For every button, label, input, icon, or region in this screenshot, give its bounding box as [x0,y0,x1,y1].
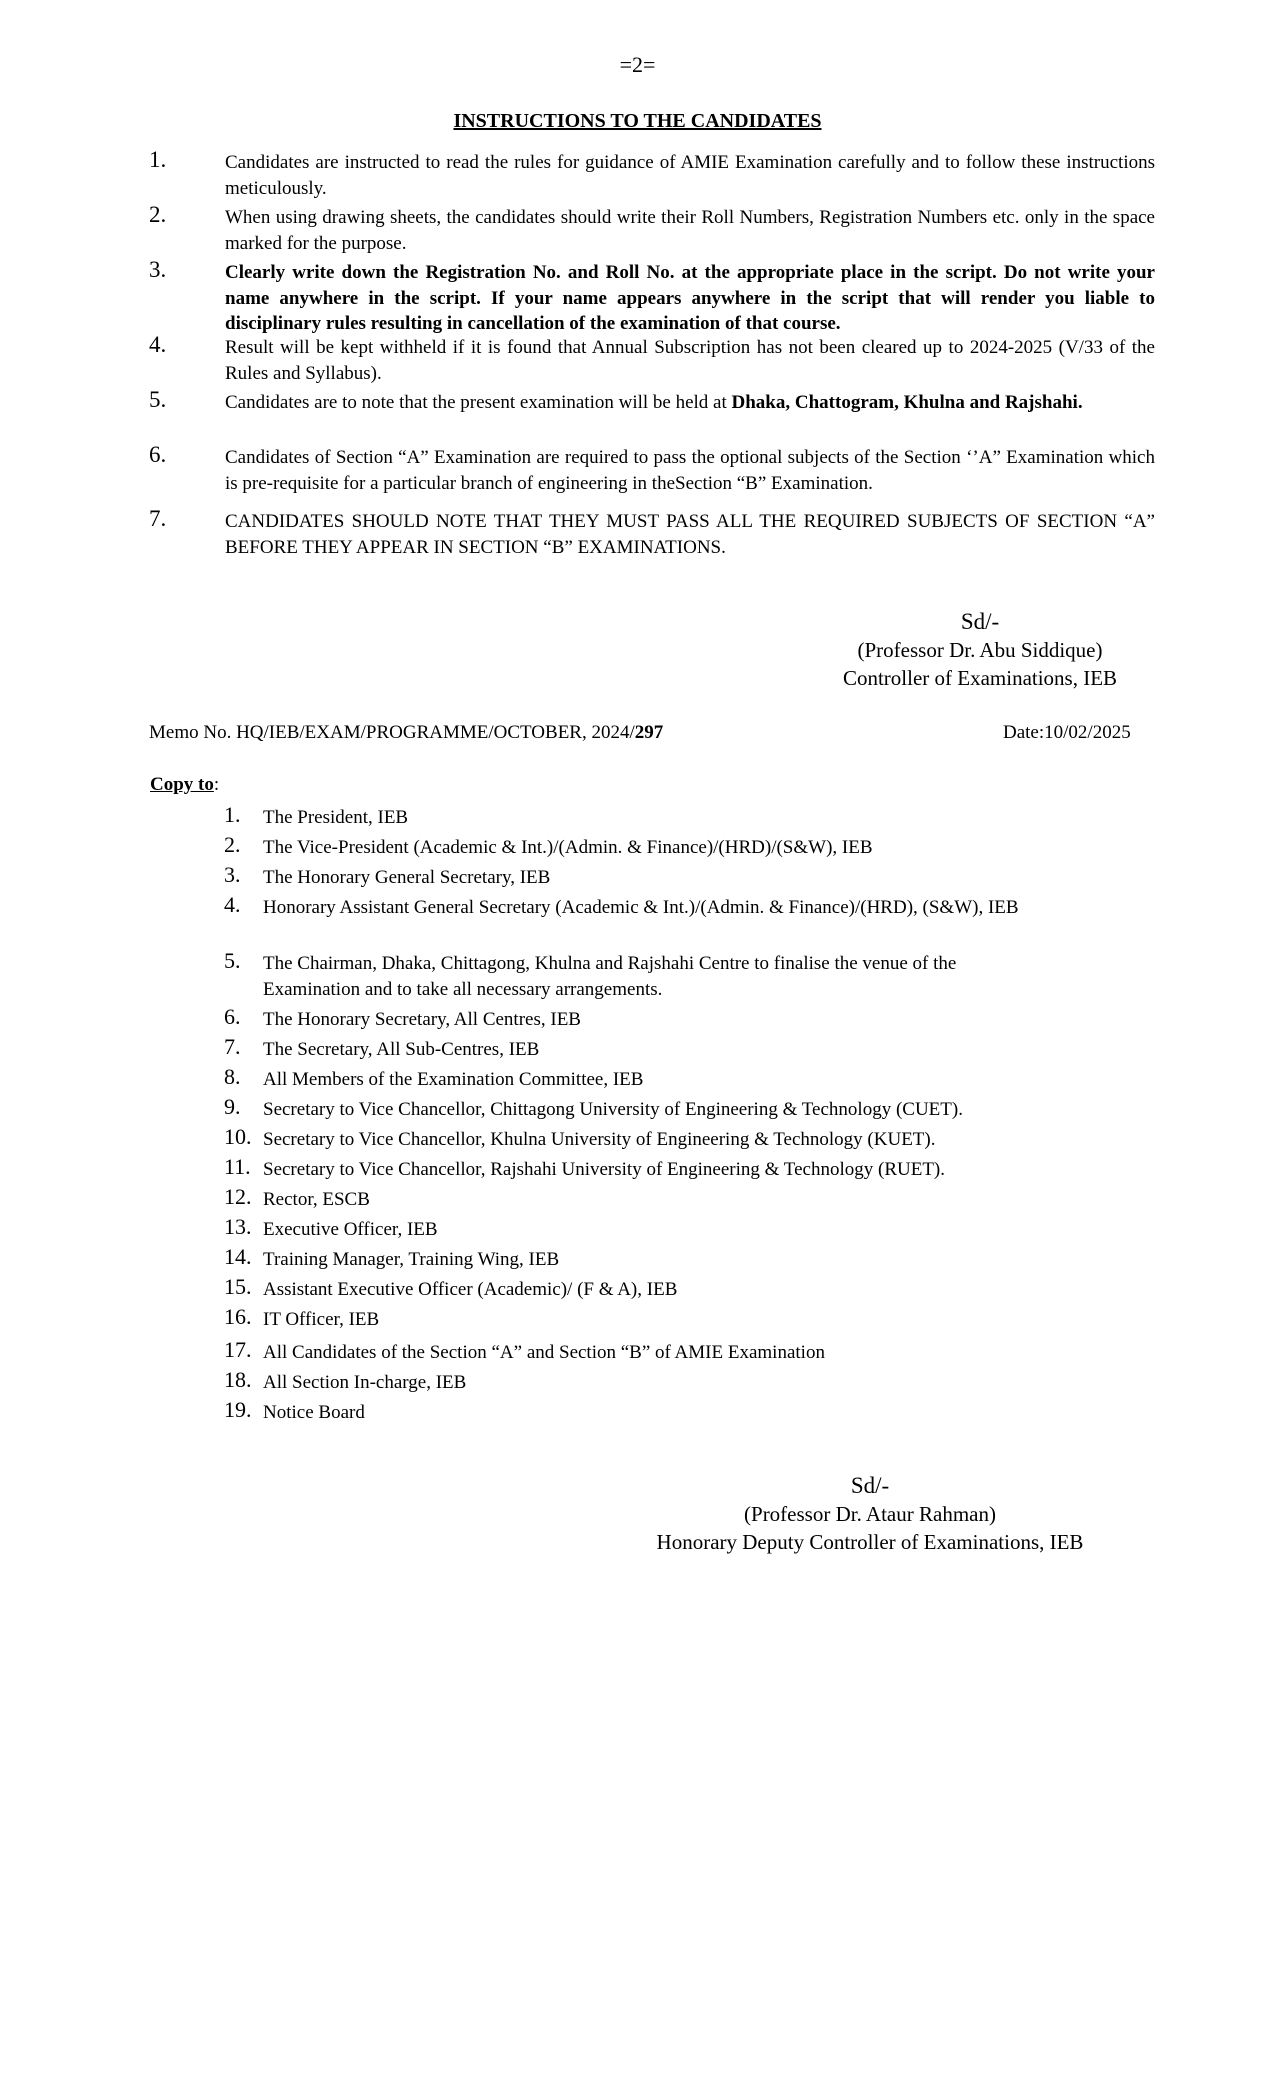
copy-list-text: Rector, ESCB [263,1189,370,1210]
page-number: =2= [619,52,656,77]
copy-list-number: 19. [224,1397,252,1422]
signature-block-deputy-controller [620,1472,1120,1556]
memo-number [149,722,663,744]
instruction-number: 5. [149,387,167,412]
copy-list-number: 15. [224,1274,252,1299]
copy-list-text: The Honorary General Secretary, IEB [263,867,551,888]
copy-list-number: 5. [224,948,241,973]
copy-list-text: Notice Board [263,1402,365,1423]
signature-sd: Sd/- [960,609,1000,634]
copy-to-colon: : [213,774,220,795]
memo-date: Date:10/02/2025 [1003,722,1131,743]
instruction-text [225,390,1155,416]
instruction-text: Candidates are instructed to read the rules for guidance of AMIE Examination carefully and to follow these instructions meticulously. [225,152,1155,199]
instruction-text: CANDIDATES SHOULD NOTE THAT THEY MUST PASS ALL THE REQUIRED SUBJECTS OF SECTION “A” BEFORE THEY APPEAR IN SECTION “B” EXAMINATIONS. [225,511,1155,558]
copy-list-number: 17. [224,1337,252,1362]
copy-list-text: Executive Officer, IEB [263,1219,438,1240]
signatory-name: (Professor Dr. Ataur Rahman) [744,1502,996,1526]
copy-list-number: 6. [224,1004,241,1029]
instruction-number: 4. [149,332,167,357]
copy-list-number: 13. [224,1214,252,1239]
instruction-text-bold: Dhaka, Chattogram, Khulna and Rajshahi. [731,392,1083,413]
copy-list-text: Honorary Assistant General Secretary (Academic & Int.)/(Admin. & Finance)/(HRD), (S&W), IEB [263,897,1019,918]
copy-to-text: Copy to [150,774,214,795]
instruction-number: 1. [149,147,167,172]
copy-list-text: The Secretary, All Sub-Centres, IEB [263,1039,540,1060]
copy-list-number: 7. [224,1034,241,1059]
copy-list-text: The President, IEB [263,807,409,828]
copy-list-text: The Chairman, Dhaka, Chittagong, Khulna and Rajshahi Centre to finalise the venue of the Examination and to take all necessary arrangements. [263,953,957,1000]
copy-list-text: Secretary to Vice Chancellor, Khulna University of Engineering & Technology (KUET). [263,1129,936,1150]
copy-list-number: 11. [224,1154,251,1179]
copy-list-text: Secretary to Vice Chancellor, Rajshahi University of Engineering & Technology (RUET). [263,1159,945,1180]
instruction-number: 6. [149,442,167,467]
copy-list-number: 4. [224,892,241,917]
signatory-name: (Professor Dr. Abu Siddique) [857,638,1103,662]
copy-list-number: 9. [224,1094,241,1119]
copy-list-number: 12. [224,1184,252,1209]
signatory-designation: Controller of Examinations, IEB [842,666,1118,690]
memo-serial: 297 [634,722,664,743]
copy-list-number: 14. [224,1244,252,1269]
copy-list-number: 16. [224,1304,252,1329]
copy-list-text: The Honorary Secretary, All Centres, IEB [263,1009,581,1030]
copy-list-number: 2. [224,832,241,857]
instruction-number: 7. [149,506,167,531]
copy-list-text: IT Officer, IEB [263,1309,380,1330]
signature-block-controller [820,608,1140,692]
instruction-number: 3. [149,257,167,282]
copy-list-text: Secretary to Vice Chancellor, Chittagong University of Engineering & Technology (CUET). [263,1099,963,1120]
copy-list-text: Training Manager, Training Wing, IEB [263,1249,560,1270]
instruction-text-plain: Candidates are to note that the present examination will be held at [225,392,732,413]
instructions-heading: INSTRUCTIONS TO THE CANDIDATES [453,110,822,132]
instruction-text: When using drawing sheets, the candidates should write their Roll Numbers, Registration Numbers etc. only in the space marked for the purpose. [225,207,1155,254]
instruction-text: Result will be kept withheld if it is found that Annual Subscription has not been cleared up to 2024-2025 (V/33 of the Rules and Syllabus). [225,337,1155,384]
copy-list-number: 10. [224,1124,252,1149]
instruction-text: Candidates of Section “A” Examination are required to pass the optional subjects of the Section ‘’A” Examination which is pre-requisite for a particular branch of engineering in theSection “B” Examination. [225,447,1155,494]
instruction-number: 2. [149,202,167,227]
copy-list-number: 3. [224,862,241,887]
signatory-designation: Honorary Deputy Controller of Examinations, IEB [656,1530,1084,1554]
copy-list-text: All Members of the Examination Committee, IEB [263,1069,644,1090]
memo-prefix: Memo No. HQ/IEB/EXAM/PROGRAMME/OCTOBER, 2024/ [149,722,635,743]
copy-list-text: The Vice-President (Academic & Int.)/(Admin. & Finance)/(HRD)/(S&W), IEB [263,837,873,858]
copy-list-text: All Section In-charge, IEB [263,1372,467,1393]
instruction-text: Clearly write down the Registration No. and Roll No. at the appropriate place in the script. Do not write your name anywhere in the script. If your name appears anywhere in the script that will render you liable to disciplinary rules resulting in cancellation of the examination of that course. [225,262,1155,334]
copy-list-text: All Candidates of the Section “A” and Section “B” of AMIE Examination [263,1342,825,1363]
copy-list-number: 18. [224,1367,252,1392]
copy-to-label [150,774,219,796]
signature-sd: Sd/- [850,1473,890,1498]
copy-list-text: Assistant Executive Officer (Academic)/ (F & A), IEB [263,1279,678,1300]
copy-list-number: 8. [224,1064,241,1089]
copy-list-number: 1. [224,802,241,827]
